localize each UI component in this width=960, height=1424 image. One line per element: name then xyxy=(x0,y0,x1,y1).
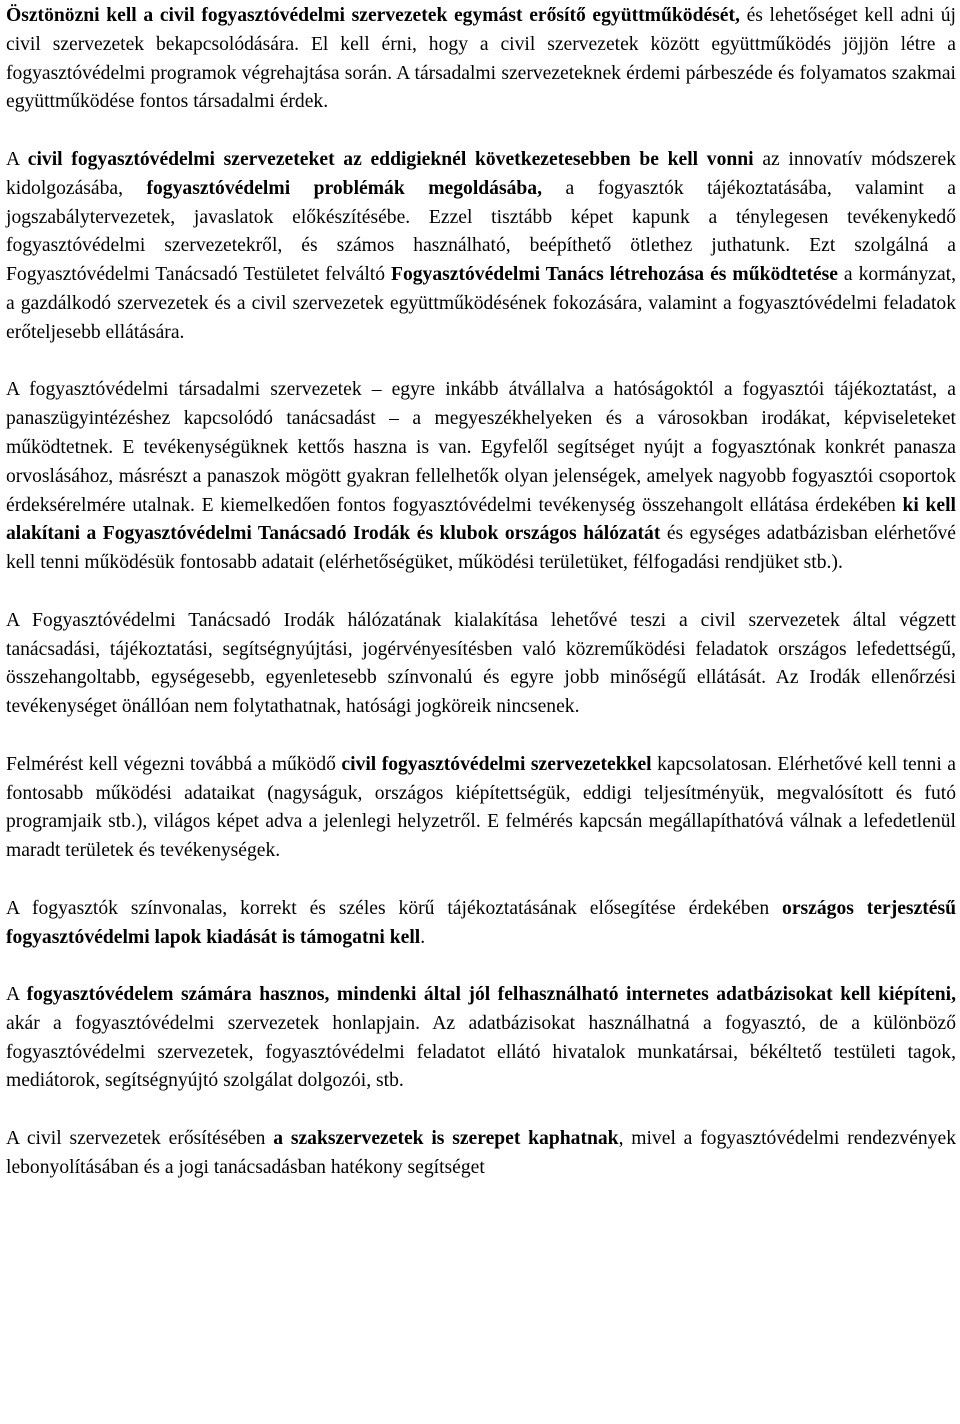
text-segment: A civil szervezetek erősítésében xyxy=(6,1128,274,1150)
paragraph-survey xyxy=(6,751,956,866)
text-segment: akár a fogyasztóvédelmi szervezetek honlapjain. Az adatbázisokat használhatná a fogyasztó, de a különböző fogyasztóvédelmi szervezetek, fogyasztóvédelmi feladatot ellátó hivatalok munkatársai, békéltető testületi tagok, mediátorok, segítségnyújtó szolgálat dolgozói, stb. xyxy=(6,1012,956,1092)
text-segment: kapcsolatosan. Elérhetővé kell tenni a fontosabb működési adataikat (nagyságuk, országos kiépítettségük, eddigi teljesítményük, megvalósított és futó programjaik stb.), világos képet adva a jelenlegi helyzetről. E felmérés kapcsán megállapíthatóvá válnak a lefedetlenül maradt területek és tevékenységek. xyxy=(6,753,956,862)
paragraph-office-network xyxy=(6,607,956,722)
paragraph-spacer xyxy=(6,117,956,146)
text-segment: és lehetőséget kell adni új civil szervezetek bekapcsolódására. El kell érni, hogy a civil szervezetek között együttműködés jöjjön létre a fogyasztóvédelmi programok végrehajtása során. A társadalmi szervezeteknek érdemi párbeszéde és folyamatos szakmai együttműködése fontos társadalmi érdek. xyxy=(6,5,956,113)
paragraph-spacer xyxy=(6,348,956,377)
paragraph-offices xyxy=(6,376,956,578)
paragraph-spacer xyxy=(6,722,956,751)
paragraph-spacer xyxy=(6,952,956,981)
text-segment: Ösztönözni kell a civil fogyasztóvédelmi szervezetek egymást erősítő együttműködését, xyxy=(6,5,740,26)
text-segment: fogyasztóvédelem számára hasznos, mindenki által jól felhasználható internetes adatbázisokat kell kiépíteni, xyxy=(26,984,957,1006)
text-segment: civil fogyasztóvédelmi szervezetekkel xyxy=(341,753,652,775)
paragraph-involvement xyxy=(6,146,956,348)
text-segment: fogyasztóvédelmi problémák megoldásába, xyxy=(146,177,542,199)
paragraph-civil-cooperation xyxy=(6,2,956,117)
text-segment: Felmérést kell végezni továbbá a működő xyxy=(6,753,342,775)
paragraph-spacer xyxy=(6,866,956,895)
text-segment: A fogyasztók színvonalas, korrekt és széles körű tájékoztatásának elősegítése érdekében xyxy=(6,897,783,919)
text-segment: A fogyasztóvédelmi társadalmi szervezetek – egyre inkább átvállalva a hatóságoktól a fogyasztói tájékoztatást, a panaszügyintézéshez kapcsolódó tanácsadást – a megyeszékhelyeken és a városokban irodákat, képviseleteket működtetnek. E tevékenységüknek kettős haszna is van. Egyfelől segítséget nyújt a fogyasztónak konkrét panasza orvoslásához, másrészt a panaszok mögött gyakran fellelhetők olyan jelenségek, amelyek nagyobb fogyasztói csoportok érdeksérelmére utalnak. E kiemelkedően fontos fogyasztóvédelmi tevékenység összehangolt ellátása érdekében xyxy=(6,379,956,516)
text-segment: civil fogyasztóvédelmi szervezeteket az eddigieknél következetesebben be kell vonni xyxy=(27,148,754,170)
paragraph-databases xyxy=(6,981,956,1096)
text-segment: , mivel a fogyasztóvédelmi rendezvények lebonyolításában és a jogi tanácsadásban hatékony segítséget xyxy=(6,1128,957,1178)
text-segment: az innovatív módszerek kidolgozásába, xyxy=(6,148,956,199)
paragraph-publications xyxy=(6,895,956,953)
paragraph-trade-unions xyxy=(6,1125,956,1183)
text-segment: és egységes adatbázisban elérhetővé kell tenni működésük fontosabb adatait (elérhetőségüket, működési területüket, félfogadási rendjüket stb.). xyxy=(6,523,957,574)
text-segment: a fogyasztók tájékoztatásába, valamint a jogszabálytervezetek, javaslatok előkészítésébe. Ezzel tisztább képet kapunk a ténylegesen tevékenykedő fogyasztóvédelmi szervezetekről, és számos használható, beépíthető ötlethez juthatunk. Ezt szolgálná a Fogyasztóvédelmi Tanácsadó Testületet felváltó xyxy=(6,177,956,286)
text-segment: A xyxy=(6,984,27,1006)
text-segment: A Fogyasztóvédelmi Tanácsadó Irodák hálózatának kialakítása lehetővé teszi a civil szervezetek által végzett tanácsadási, tájékoztatási, segítségnyújtási, jogérvényesítésben való közreműködési feladatok országos lefedettségű, összehangoltabb, egységesebb, egyenletesebb színvonalú és egyre jobb minőségű ellátását. Az Irodák ellenőrzési tevékenységet önállóan nem folytathatnak, hatósági jogköreik nincsenek. xyxy=(6,609,956,718)
text-segment: ki kell alakítani a Fogyasztóvédelmi Tanácsadó Irodák és klubok országos hálózatát xyxy=(6,494,956,545)
text-segment: a kormányzat, a gazdálkodó szervezetek és a civil szervezetek együttműködésének fokozására, valamint a fogyasztóvédelmi feladatok erőteljesebb ellátására. xyxy=(6,264,956,343)
paragraph-spacer xyxy=(6,1096,956,1125)
document-page xyxy=(6,2,956,1183)
text-segment: A xyxy=(6,148,28,170)
text-segment: a szakszervezetek is szerepet kaphatnak xyxy=(273,1128,619,1150)
text-segment: Fogyasztóvédelmi Tanács létrehozása és működtetése xyxy=(391,264,838,286)
text-segment: országos terjesztésű fogyasztóvédelmi lapok kiadását is támogatni kell xyxy=(6,897,956,948)
text-segment: . xyxy=(420,926,426,948)
paragraph-spacer xyxy=(6,578,956,607)
